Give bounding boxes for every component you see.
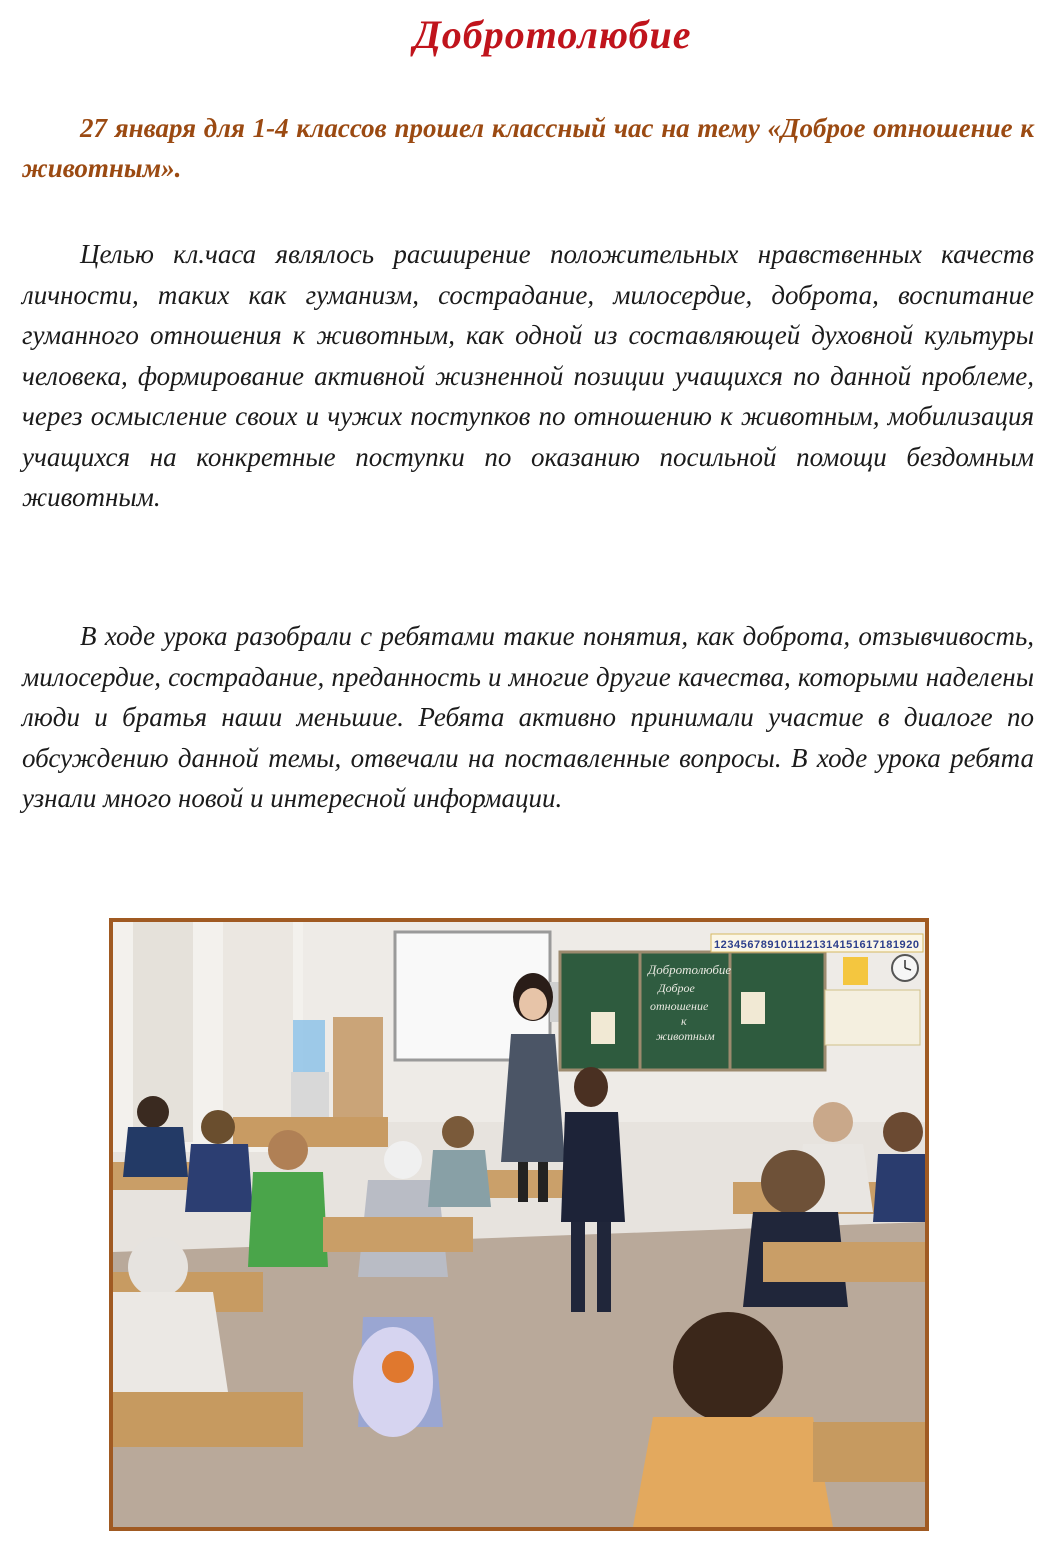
goal-paragraph: Целью кл.часа являлось расширение положительных нравственных качеств личности, таких как гуманизм, сострадание, милосердие, доброта, воспитание гуманного отношения к животным, как одной из составляющей духовной культуры человека, формирование активной жизненной позиции учащихся по данной проблеме, через осмысление своих и чужих поступков по отношению к животным, мобилизация учащихся на конкретные поступки по оказанию посильной помощи бездомным животным. [22,239,1034,512]
lesson-paragraph: В ходе урока разобрали с ребятами такие понятия, как доброта, отзывчивость, милосердие, сострадание, преданность и многие другие качества, которыми наделены люди и братья наши меньшие. Ребята активно принимали участие в диалоге по обсуждению данной темы, отвечали на поставленные вопросы. В ходе урока ребята узнали много новой и интересной информации. [22,621,1034,813]
classroom-photo [109,918,929,1531]
board-line-2: отношение [650,999,709,1013]
classroom-photo-illustration [113,922,925,1527]
board-line-1: Доброе [658,981,695,995]
page-title: Добротолюбие [413,12,692,57]
number-line: 1234567891011121314151617181920 [714,939,919,951]
lead-paragraph: 27 января для 1-4 классов прошел классный час на тему «Доброе отношение к животным». [22,113,1034,183]
board-title: Добротолюбие [648,962,732,977]
board-line-4: животным [656,1029,715,1043]
board-line-3: к [681,1014,687,1028]
